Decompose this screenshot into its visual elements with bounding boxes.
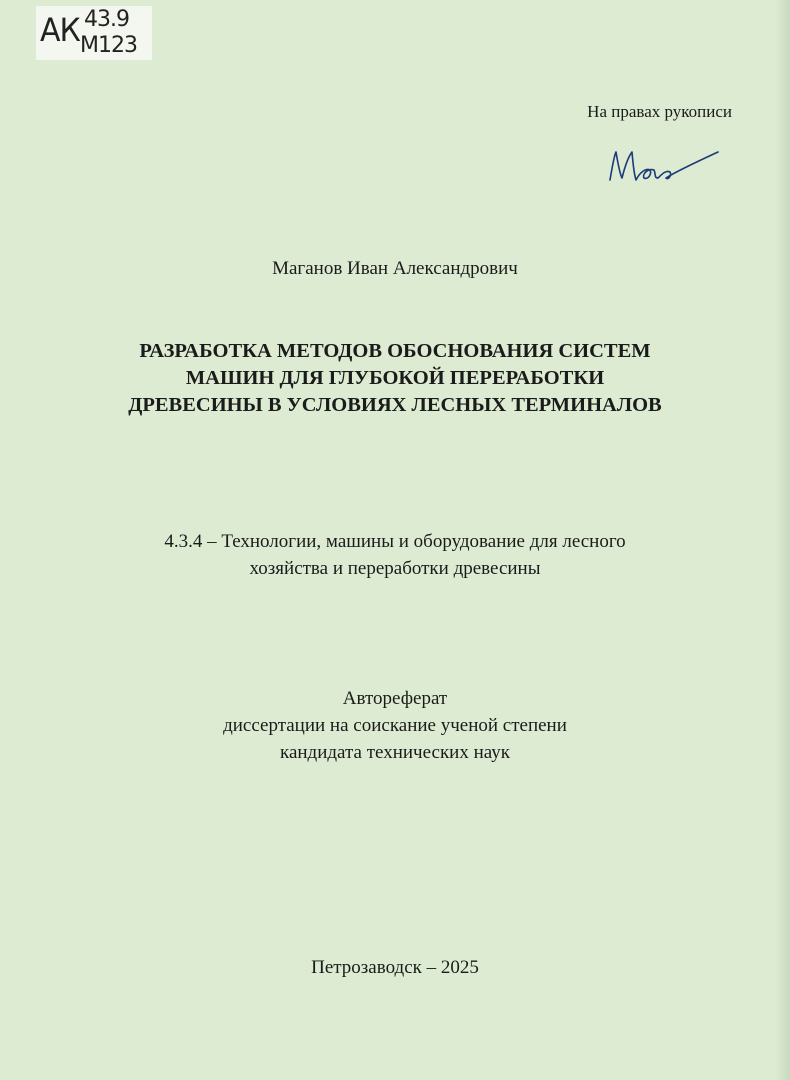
stamp-number-bottom: М123 (80, 33, 137, 58)
abstract-line: кандидата технических наук (280, 742, 510, 763)
handwritten-signature (602, 144, 722, 188)
stamp-prefix: АК (40, 12, 80, 50)
abstract-line: диссертации на соискание ученой степени (223, 715, 567, 736)
specialty-line: хозяйства и переработки древесины (249, 558, 541, 579)
title-line: РАЗРАБОТКА МЕТОДОВ ОБОСНОВАНИЯ СИСТЕМ (139, 340, 651, 362)
rights-note: На правах рукописи (587, 102, 732, 121)
dissertation-title (60, 338, 730, 419)
specialty (60, 528, 730, 582)
title-line: МАШИН ДЛЯ ГЛУБОКОЙ ПЕРЕРАБОТКИ (185, 367, 605, 389)
title-line: ДРЕВЕСИНЫ В УСЛОВИЯХ ЛЕСНЫХ ТЕРМИНАЛОВ (128, 394, 662, 416)
stamp-number-top: 43.9 (84, 7, 129, 32)
abstract-line: Автореферат (342, 688, 448, 709)
library-stamp (36, 6, 152, 60)
author-name: Маганов Иван Александрович (272, 258, 518, 279)
abstract-description (60, 685, 730, 766)
page-edge-shadow (776, 0, 790, 1080)
city-year: Петрозаводск – 2025 (311, 957, 479, 978)
specialty-line: 4.3.4 – Технологии, машины и оборудование для лесного (164, 531, 626, 552)
